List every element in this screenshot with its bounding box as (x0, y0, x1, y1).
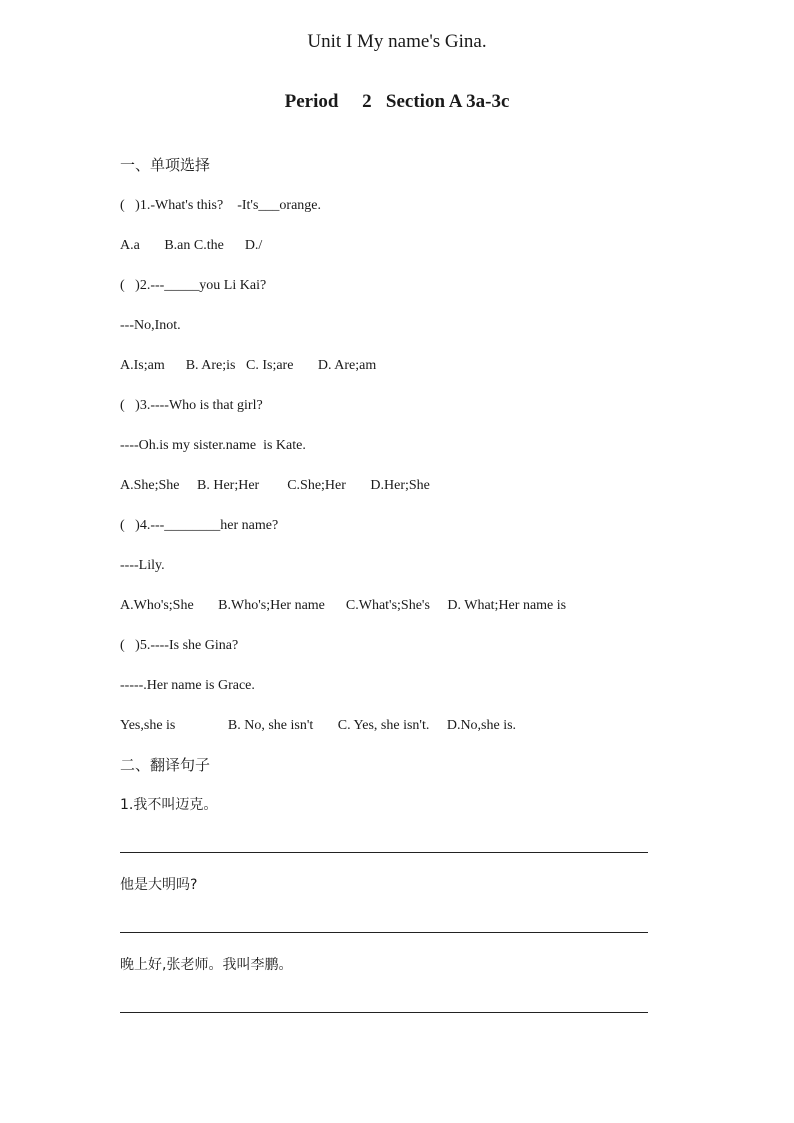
question-3-response: ----Oh.is my sister.name is Kate. (120, 438, 306, 453)
section-2-heading: 二、翻译句子 (120, 756, 211, 774)
question-3-options: A.She;She B. Her;Her C.She;Her D.Her;She (120, 478, 430, 493)
answer-line-3[interactable] (120, 1012, 648, 1013)
translation-item-3: 晚上好,张老师。我叫李鹏。 (120, 957, 293, 973)
question-2-options: A.Is;am B. Are;is C. Is;are D. Are;am (120, 358, 377, 373)
translation-item-1: 1.我不叫迈克。 (120, 797, 218, 813)
question-1: ( )1.-What's this? -It's___orange. (120, 198, 321, 213)
question-5-options: Yes,she is B. No, she isn't C. Yes, she isn't. D.No,she is. (120, 718, 517, 733)
question-1-options: A.a B.an C.the D./ (120, 238, 263, 253)
question-3: ( )3.----Who is that girl? (120, 398, 263, 413)
question-4: ( )4.---________her name? (120, 518, 279, 533)
question-4-response: ----Lily. (120, 558, 165, 573)
worksheet-subtitle: Period 2 Section A 3a-3c (284, 91, 510, 112)
translation-item-2: 他是大明吗? (120, 877, 198, 893)
answer-line-2[interactable] (120, 932, 648, 933)
answer-line-1[interactable] (120, 852, 648, 853)
section-1-heading: 一、单项选择 (120, 156, 211, 174)
question-2-response: ---No,Inot. (120, 318, 181, 333)
question-2: ( )2.---_____you Li Kai? (120, 278, 267, 293)
question-5-response: -----.Her name is Grace. (120, 678, 255, 693)
question-4-options: A.Who's;She B.Who's;Her name C.What's;She's D. What;Her name is (120, 598, 567, 613)
question-5: ( )5.----Is she Gina? (120, 638, 239, 653)
worksheet-title: Unit I My name's Gina. (307, 31, 487, 52)
